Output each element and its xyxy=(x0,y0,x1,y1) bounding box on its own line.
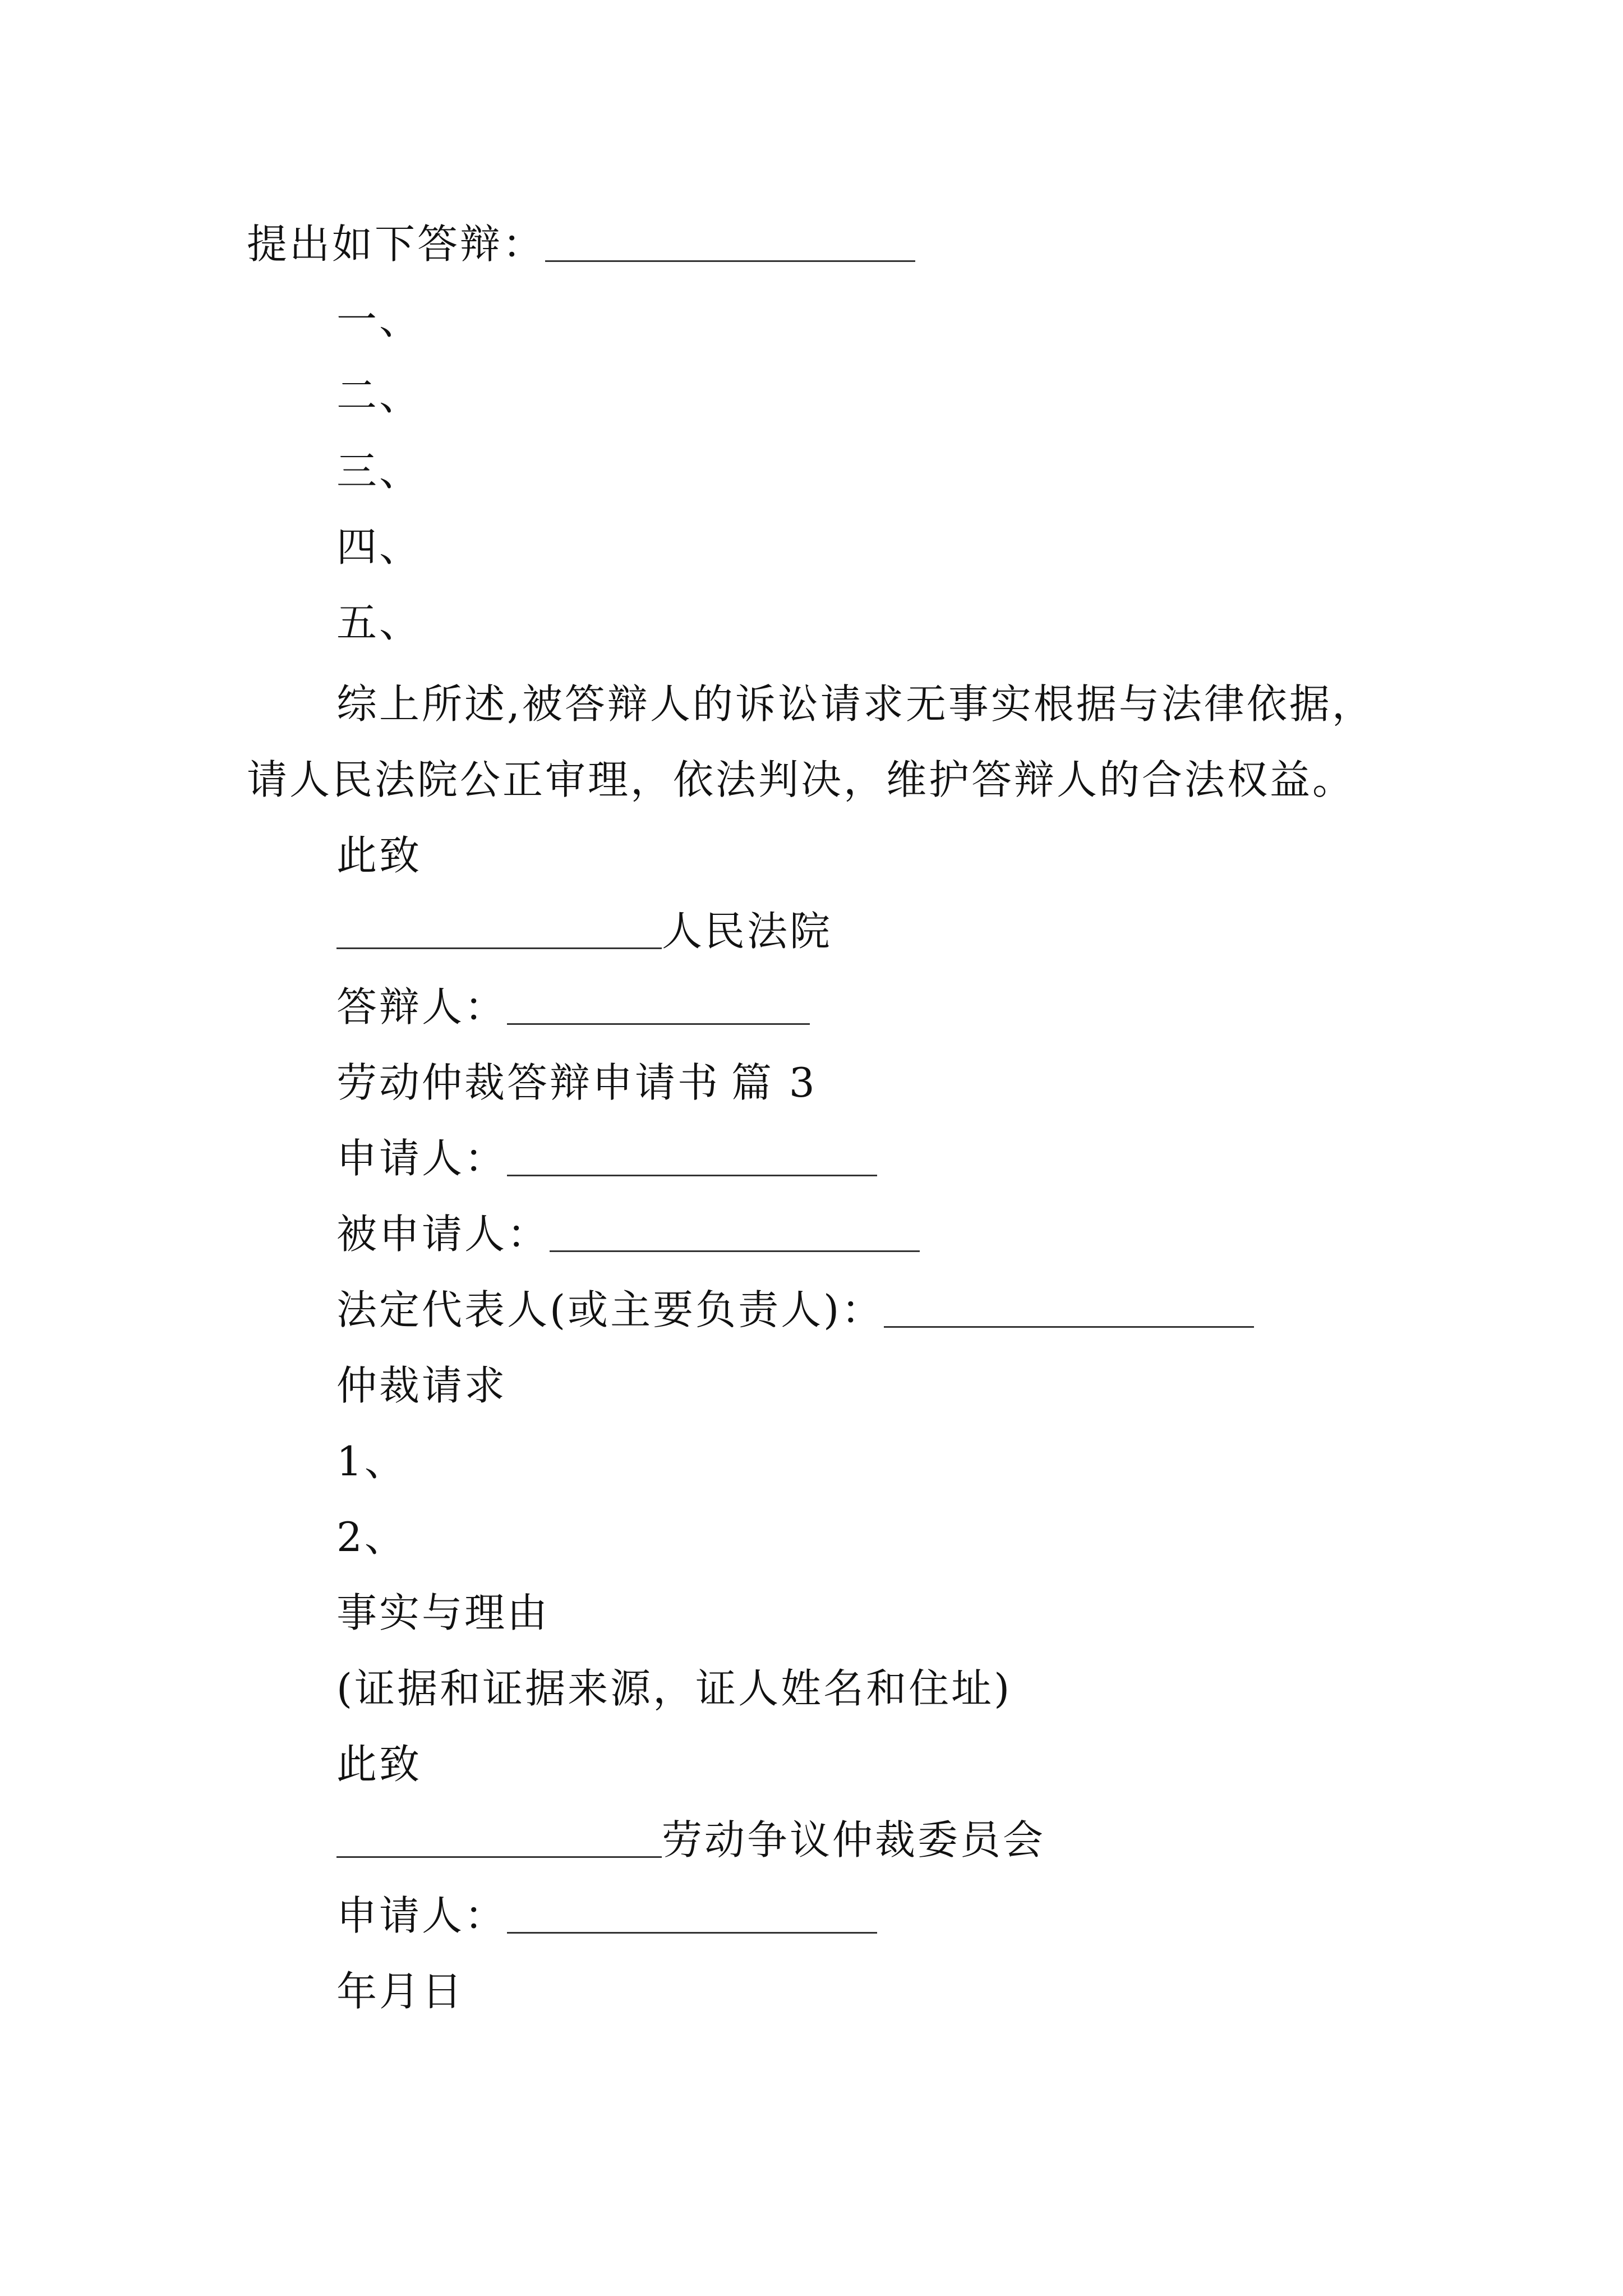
applicant-line xyxy=(336,1128,877,1189)
reply-intro-blank xyxy=(545,213,915,262)
claim-item-1: 1、 xyxy=(336,1438,407,1485)
reply-item-5: 五、 xyxy=(336,599,422,646)
section3-chapter: 篇 3 xyxy=(731,1059,817,1106)
reply-intro-line xyxy=(247,213,915,275)
signature-label: 申请人： xyxy=(336,1892,508,1939)
reply-item-3: 三、 xyxy=(336,448,422,495)
evidence-note: (证据和证据来源，证人姓名和住址) xyxy=(336,1665,1012,1712)
reply-respondent-blank xyxy=(507,976,810,1025)
respondent-blank xyxy=(550,1203,920,1252)
legal-rep-blank xyxy=(884,1279,1254,1328)
section3-heading-line xyxy=(336,1052,817,1114)
reply-intro: 提出如下答辩： xyxy=(247,220,546,268)
committee-name-blank xyxy=(336,1809,662,1858)
reply-salutation: 此致 xyxy=(336,832,422,879)
legal-rep-line xyxy=(336,1279,1254,1341)
respondent-line xyxy=(336,1203,920,1265)
claim-item-2: 2、 xyxy=(336,1513,407,1561)
date-line: 年月日 xyxy=(336,1968,465,2015)
reply-respondent-line xyxy=(336,976,810,1038)
respondent-label: 被申请人： xyxy=(336,1211,550,1258)
reply-conclusion-line-1: 综上所述,被答辩人的诉讼请求无事实根据与法律依据， xyxy=(336,680,1375,728)
court-name-blank xyxy=(336,900,662,949)
applicant-label: 申请人： xyxy=(336,1135,508,1182)
court-suffix: 人民法院 xyxy=(662,908,833,955)
applicant-blank xyxy=(507,1128,877,1176)
section3-heading: 劳动仲裁答辩申请书 xyxy=(336,1059,721,1106)
reply-item-2: 二、 xyxy=(336,372,422,419)
committee-line xyxy=(336,1809,1045,1871)
reply-court-line xyxy=(336,900,832,962)
section3-salutation: 此致 xyxy=(336,1741,422,1788)
legal-rep-label: 法定代表人(或主要负责人)： xyxy=(336,1286,884,1333)
reply-item-4: 四、 xyxy=(336,523,422,570)
signature-line xyxy=(336,1885,877,1947)
reply-conclusion-line-2: 请人民法院公正审理，依法判决，维护答辩人的合法权益。 xyxy=(247,756,1355,803)
claims-heading: 仲裁请求 xyxy=(336,1362,508,1409)
facts-heading: 事实与理由 xyxy=(336,1589,550,1636)
committee-suffix: 劳动争议仲裁委员会 xyxy=(662,1816,1046,1864)
reply-item-1: 一、 xyxy=(336,296,422,343)
reply-respondent-label: 答辩人： xyxy=(336,983,508,1030)
signature-blank xyxy=(507,1885,877,1934)
